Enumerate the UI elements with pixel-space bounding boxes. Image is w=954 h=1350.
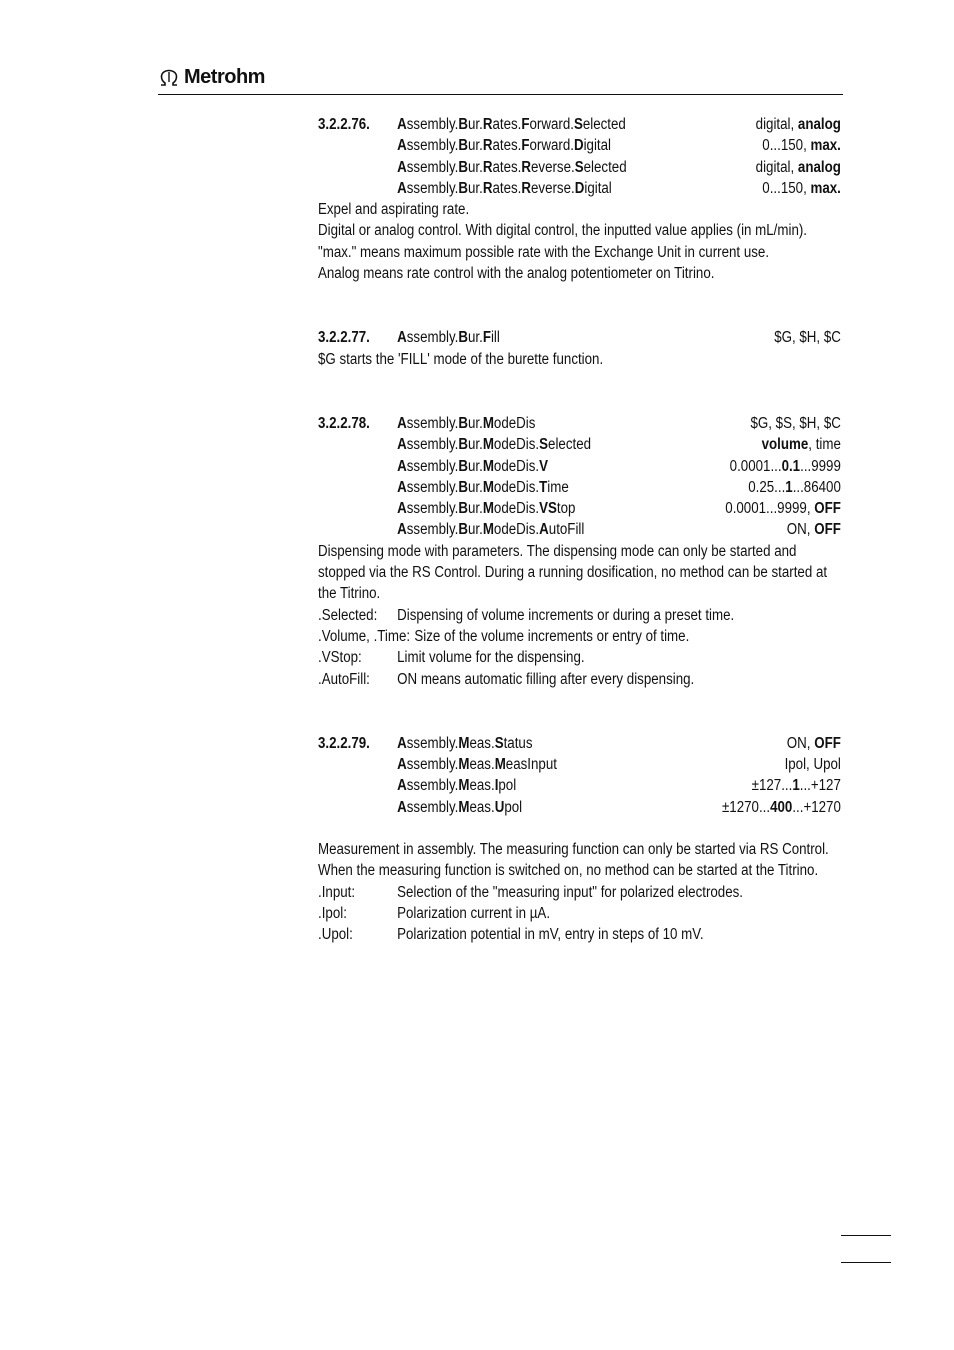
text-run: digital,: [755, 116, 798, 133]
definition-term: .Volume, .Time:: [318, 627, 411, 645]
parameter-value: [730, 456, 841, 477]
bold-run: A: [397, 457, 407, 475]
parameter-name: [397, 327, 774, 348]
text-run: ssembly.: [406, 798, 459, 816]
text-run: ur.: [468, 436, 483, 454]
parameter-value: [787, 519, 841, 540]
parameter-name: [397, 434, 761, 455]
text-run: ur.: [468, 478, 483, 496]
parameter-value: [762, 434, 841, 455]
bold-run: B: [458, 179, 469, 197]
text-run: odeDis.: [493, 457, 540, 475]
text-run: ur.: [468, 179, 483, 197]
definition-item: [318, 882, 841, 903]
text-run: ±1270...: [721, 798, 771, 816]
bold-run: M: [458, 777, 470, 795]
bold-run: R: [482, 137, 493, 155]
bold-run: R: [482, 158, 493, 176]
bold-run: analog: [797, 116, 841, 133]
bold-run: B: [458, 158, 469, 176]
text-run: 0.25...: [748, 478, 786, 496]
section-number: 3.2.2.76.: [318, 116, 370, 133]
text-run: ur.: [468, 158, 483, 176]
bold-run: I: [494, 777, 499, 795]
parameter-value: [774, 327, 841, 348]
parameter-row: [318, 477, 841, 498]
text-run: eas.: [469, 798, 495, 816]
definition-text: Dispensing of volume increments or during a preset time.: [397, 606, 735, 624]
text-run: pol: [498, 777, 517, 795]
text-run: ssembly.: [406, 179, 459, 197]
bold-run: A: [397, 329, 407, 347]
text-run: odeDis.: [493, 436, 540, 454]
text-run: odeDis.: [493, 478, 540, 496]
text-run: $G, $H, $C: [774, 329, 841, 347]
definition-text: Size of the volume increments or entry of time.: [414, 627, 690, 645]
bold-run: F: [521, 137, 530, 155]
text-run: utoFill: [548, 521, 585, 539]
parameter-row: [318, 733, 841, 754]
parameter-name: [397, 157, 756, 178]
bold-run: OFF: [814, 500, 841, 518]
bold-run: M: [482, 521, 494, 539]
text-run: everse.: [530, 179, 575, 197]
parameter-value: [756, 114, 841, 135]
bold-run: B: [458, 137, 469, 155]
definition-text: Polarization current in µA.: [397, 904, 551, 922]
parameter-row: [318, 114, 841, 135]
parameter-row: [318, 519, 841, 540]
bold-run: R: [482, 116, 493, 133]
command-section: [318, 733, 841, 946]
text-run: ur.: [468, 521, 483, 539]
bold-run: A: [397, 500, 407, 518]
text-run: 0...150,: [762, 179, 811, 197]
text-run: elected: [582, 116, 626, 133]
text-run: ur.: [468, 457, 483, 475]
parameter-name: [397, 775, 752, 796]
definition-item: [318, 903, 841, 924]
text-run: ...+127: [799, 777, 841, 795]
bold-run: R: [482, 179, 493, 197]
bold-run: M: [458, 798, 470, 816]
description-paragraph: Digital or analog control. With digital control, the inputted value applies (in mL/min). "max." means maximum possible rate with the Exchange Unit in current use.: [318, 222, 808, 261]
logo-text: Metrohm: [184, 66, 265, 88]
parameter-row: [318, 178, 841, 199]
definition-item: [318, 647, 841, 668]
definition-item: [318, 605, 841, 626]
parameter-row: [318, 775, 841, 796]
text-run: ssembly.: [406, 734, 459, 752]
text-run: ssembly.: [406, 436, 459, 454]
parameter-value: [785, 754, 841, 775]
parameter-name: [397, 413, 750, 434]
text-run: ates.: [492, 179, 522, 197]
parameter-value: [725, 498, 841, 519]
footer-rule-top: [841, 1235, 891, 1236]
parameter-row: [318, 434, 841, 455]
text-run: top: [556, 500, 576, 518]
bold-run: B: [458, 329, 469, 347]
bold-run: V: [539, 457, 549, 475]
parameter-row: [318, 413, 841, 434]
text-run: ssembly.: [406, 457, 459, 475]
text-run: , time: [808, 436, 841, 454]
text-run: eas.: [469, 734, 495, 752]
text-run: digital,: [755, 158, 798, 176]
text-run: odeDis: [493, 414, 536, 432]
parameter-name: [397, 498, 725, 519]
text-run: ssembly.: [406, 777, 459, 795]
command-section: [318, 413, 841, 690]
bold-run: M: [482, 414, 494, 432]
bold-run: 1: [785, 478, 793, 496]
parameter-value: [762, 178, 841, 199]
parameter-row: [318, 456, 841, 477]
text-run: elected: [548, 436, 592, 454]
text-run: ssembly.: [406, 137, 459, 155]
text-run: eas.: [469, 777, 495, 795]
bold-run: B: [458, 116, 469, 133]
parameter-row: [318, 135, 841, 156]
parameter-value: [787, 733, 841, 754]
text-run: pol: [504, 798, 523, 816]
definition-term: .Input:: [318, 883, 356, 901]
text-run: ill: [490, 329, 500, 347]
parameter-row: [318, 754, 841, 775]
parameter-name: [397, 178, 762, 199]
bold-run: M: [482, 457, 494, 475]
text-run: eas.: [469, 756, 495, 774]
bold-run: M: [458, 734, 470, 752]
text-run: odeDis.: [493, 521, 540, 539]
text-run: ...86400: [792, 478, 841, 496]
text-run: ssembly.: [406, 414, 459, 432]
definition-term: .Ipol:: [318, 904, 347, 922]
bold-run: analog: [797, 158, 841, 176]
bold-run: S: [539, 436, 549, 454]
definition-term: .Upol:: [318, 926, 353, 944]
parameter-value: [750, 413, 840, 434]
bold-run: A: [397, 137, 407, 155]
bold-run: B: [458, 478, 469, 496]
bold-run: B: [458, 457, 469, 475]
bold-run: B: [458, 521, 469, 539]
bold-run: M: [482, 436, 494, 454]
text-run: igital: [584, 179, 612, 197]
bold-run: A: [397, 414, 407, 432]
bold-run: A: [397, 734, 407, 752]
parameter-row: [318, 498, 841, 519]
bold-run: A: [397, 777, 407, 795]
text-run: Ipol, Upol: [784, 756, 841, 774]
definition-item: [318, 669, 841, 690]
bold-run: A: [397, 116, 407, 133]
text-run: tatus: [503, 734, 533, 752]
text-run: ates.: [492, 116, 522, 133]
text-run: ON,: [786, 521, 815, 539]
bold-run: T: [539, 478, 548, 496]
text-run: ssembly.: [406, 158, 459, 176]
bold-run: U: [494, 798, 505, 816]
text-run: easInput: [505, 756, 557, 774]
bold-run: S: [573, 116, 583, 133]
text-run: 0.0001...: [729, 457, 782, 475]
parameter-value: [752, 775, 841, 796]
bold-run: R: [521, 158, 531, 176]
bold-run: M: [482, 500, 494, 518]
parameter-row: [318, 327, 841, 348]
definition-text: Selection of the "measuring input" for polarized electrodes.: [397, 883, 744, 901]
bold-run: 0.1: [781, 457, 801, 475]
parameter-value: [756, 157, 841, 178]
omega-icon: [158, 69, 180, 87]
bold-run: VS: [539, 500, 557, 518]
bold-run: D: [573, 137, 584, 155]
text-run: ON,: [786, 734, 815, 752]
spacer: [318, 818, 841, 839]
bold-run: A: [397, 158, 407, 176]
parameter-value: [722, 797, 841, 818]
parameter-name: [397, 456, 730, 477]
footer-rule-bottom: [841, 1262, 891, 1263]
text-run: ates.: [492, 158, 522, 176]
parameter-row: [318, 797, 841, 818]
bold-run: F: [482, 329, 491, 347]
bold-run: OFF: [814, 521, 841, 539]
bold-run: A: [397, 436, 407, 454]
bold-run: B: [458, 500, 469, 518]
bold-run: A: [397, 798, 407, 816]
text-run: ime: [547, 478, 569, 496]
parameter-name: [397, 754, 784, 775]
text-run: odeDis.: [493, 500, 540, 518]
bold-run: volume: [761, 436, 809, 454]
text-run: orward.: [529, 116, 574, 133]
description-paragraph: Expel and aspirating rate.: [318, 201, 470, 219]
parameter-value: [748, 477, 841, 498]
text-run: ±127...: [751, 777, 793, 795]
text-run: ur.: [468, 500, 483, 518]
text-run: ssembly.: [406, 116, 459, 133]
bold-run: R: [521, 179, 531, 197]
bold-run: D: [574, 179, 585, 197]
bold-run: B: [458, 414, 469, 432]
parameter-name: [397, 797, 722, 818]
bold-run: OFF: [814, 734, 841, 752]
bold-run: B: [458, 436, 469, 454]
description-paragraph: $G starts the 'FILL' mode of the burette function.: [318, 350, 604, 368]
text-run: ssembly.: [406, 478, 459, 496]
metrohm-logo: [158, 66, 265, 89]
page-content: [318, 114, 841, 989]
bold-run: M: [494, 756, 506, 774]
text-run: ur.: [468, 414, 483, 432]
bold-run: A: [397, 179, 407, 197]
text-run: ur.: [468, 116, 483, 133]
definition-text: Limit volume for the dispensing.: [397, 649, 585, 667]
section-number: 3.2.2.79.: [318, 734, 370, 752]
command-section: [318, 114, 841, 284]
description-paragraph: Analog means rate control with the analog potentiometer on Titrino.: [318, 265, 715, 283]
parameter-value: [762, 135, 841, 156]
text-run: everse.: [530, 158, 575, 176]
definition-item: [318, 626, 841, 647]
text-run: ur.: [468, 137, 483, 155]
parameter-name: [397, 135, 762, 156]
definition-text: Polarization potential in mV, entry in steps of 10 mV.: [397, 926, 704, 944]
parameter-row: [318, 157, 841, 178]
text-run: ssembly.: [406, 521, 459, 539]
text-run: 0.0001...9999,: [725, 500, 815, 518]
bold-run: S: [494, 734, 504, 752]
section-number: 3.2.2.77.: [318, 329, 370, 347]
description-paragraph: Dispensing mode with parameters. The dispensing mode can only be started and stopped via the RS Control. During a running dosification, no method can be started at the Titrino.: [318, 542, 828, 603]
text-run: ates.: [492, 137, 522, 155]
bold-run: S: [574, 158, 584, 176]
definition-list: [318, 605, 841, 690]
command-section: [318, 327, 841, 370]
bold-run: 400: [770, 798, 793, 816]
bold-run: max.: [810, 179, 841, 197]
definition-text: ON means automatic filling after every dispensing.: [397, 670, 695, 688]
bold-run: M: [458, 756, 470, 774]
bold-run: F: [521, 116, 530, 133]
bold-run: A: [397, 521, 407, 539]
definition-list: [318, 882, 841, 946]
text-run: ssembly.: [406, 329, 459, 347]
bold-run: A: [539, 521, 549, 539]
text-run: ssembly.: [406, 756, 459, 774]
definition-term: .Selected:: [318, 606, 378, 624]
text-run: ssembly.: [406, 500, 459, 518]
definition-item: [318, 924, 841, 945]
text-run: ...9999: [800, 457, 841, 475]
parameter-name: [397, 519, 787, 540]
bold-run: M: [482, 478, 494, 496]
text-run: $G, $S, $H, $C: [750, 414, 841, 432]
text-run: igital: [583, 137, 612, 155]
header-rule: [158, 94, 843, 95]
definition-term: .AutoFill:: [318, 670, 370, 688]
bold-run: 1: [792, 777, 800, 795]
description-paragraph: Measurement in assembly. The measuring function can only be started via RS Control. When the measuring function is switched on, no method can be started at the Titrino.: [318, 841, 829, 880]
parameter-name: [397, 114, 756, 135]
bold-run: A: [397, 756, 407, 774]
bold-run: max.: [810, 137, 841, 155]
text-run: elected: [583, 158, 627, 176]
text-run: ur.: [468, 329, 483, 347]
parameter-name: [397, 477, 748, 498]
bold-run: A: [397, 478, 407, 496]
definition-term: .VStop:: [318, 649, 362, 667]
text-run: ...+1270: [792, 798, 841, 816]
parameter-name: [397, 733, 787, 754]
text-run: 0...150,: [762, 137, 811, 155]
text-run: orward.: [529, 137, 574, 155]
section-number: 3.2.2.78.: [318, 414, 370, 432]
